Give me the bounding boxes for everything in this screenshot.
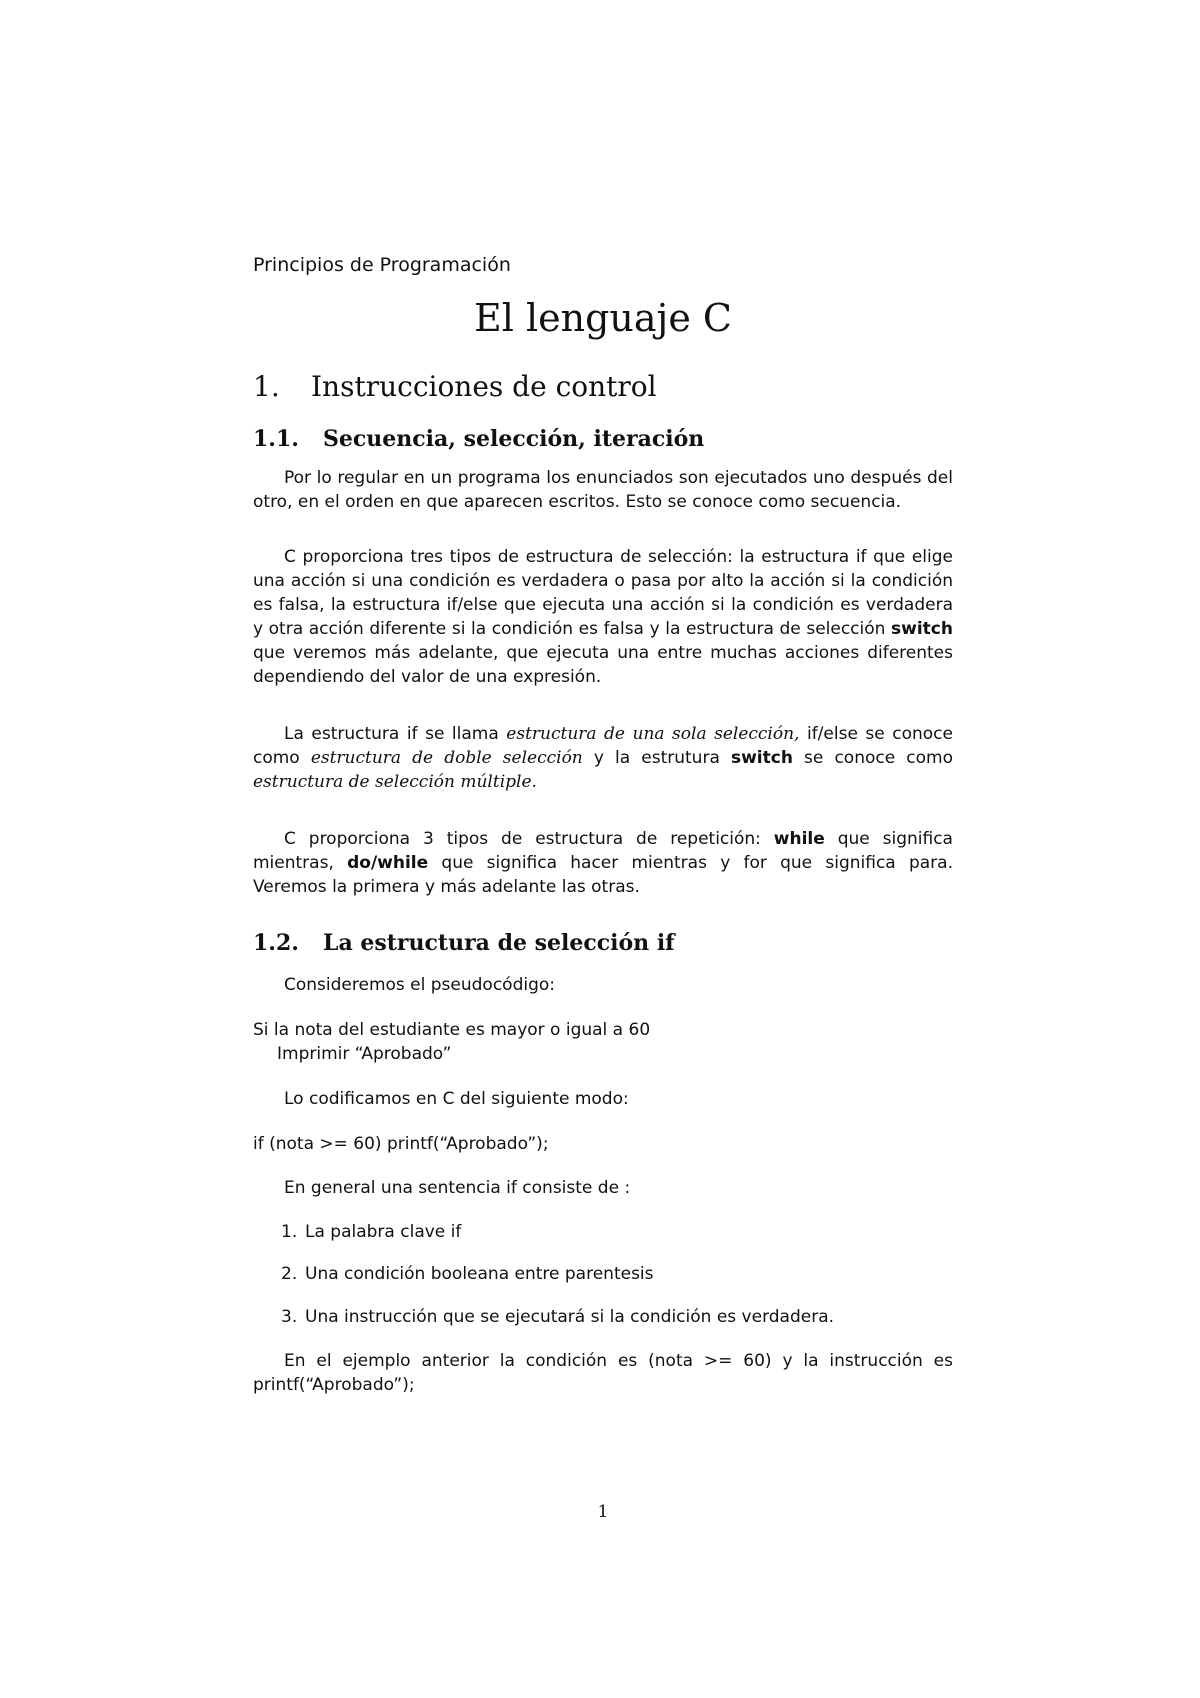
paragraph-selection xyxy=(253,545,953,689)
text-run: C proporciona 3 tipos de estructura de repetición: xyxy=(284,829,774,849)
keyword-if: if xyxy=(855,547,867,567)
subsection-1-1-heading xyxy=(253,426,704,452)
keyword-if-else: if/else xyxy=(806,724,858,744)
paragraph-example: En el ejemplo anterior la condición es (nota >= 60) y la instrucción es printf(“Aprobado”); xyxy=(253,1351,953,1395)
paragraph-sequence: Por lo regular en un programa los enunciados son ejecutados uno después del otro, en el orden en que aparecen escritos. Esto se conoce como secuencia. xyxy=(253,468,953,512)
document-title: El lenguaje C xyxy=(474,296,732,340)
subsection-title: Secuencia, selección, iteración xyxy=(323,426,705,452)
list-number: 3. xyxy=(281,1307,298,1327)
code-line: if (nota >= 60) printf(“Aprobado”); xyxy=(253,1134,549,1154)
list-item xyxy=(281,1220,461,1244)
text-run: La estructura xyxy=(284,724,407,744)
text-run: y la estrutura xyxy=(582,748,731,768)
paragraph-repetition xyxy=(253,827,953,899)
section-title: Instrucciones de control xyxy=(311,370,657,403)
paragraph-code-intro: Lo codificamos en C del siguiente modo: xyxy=(284,1089,629,1109)
list-number: 1. xyxy=(281,1222,298,1242)
list-item xyxy=(281,1305,834,1329)
subsection-number: 1.1. xyxy=(253,426,299,452)
list-number: 2. xyxy=(281,1264,298,1284)
pseudocode-line-2: Imprimir “Aprobado” xyxy=(277,1044,452,1064)
list-text: Una condición booleana entre parentesis xyxy=(305,1264,654,1284)
text-run: que significa mientras, xyxy=(253,829,953,873)
text-run xyxy=(799,724,807,744)
list-text: Una instrucción que se ejecutará si la condición es verdadera. xyxy=(305,1307,835,1327)
subsection-number: 1.2. xyxy=(253,930,299,956)
text-run: se llama xyxy=(417,724,507,744)
subsection-title: La estructura de selección if xyxy=(323,930,675,956)
text-run: que significa hacer mientras y xyxy=(428,853,744,873)
paragraph-selection-types xyxy=(253,722,953,794)
text-run: que veremos más adelante, que ejecuta una entre muchas acciones diferentes dependiendo del valor de una expresión. xyxy=(253,643,953,687)
list-item xyxy=(281,1262,654,1286)
text-run: que elige una acción si una condición es verdadera o pasa por alto la acción si la condición es falsa, la estructura xyxy=(253,547,953,615)
paragraph-pseudocode-intro: Consideremos el pseudocódigo: xyxy=(284,975,556,995)
text-run: que ejecuta una acción si la condición es verdadera y otra acción diferente si la condición es falsa y la estructura de selección xyxy=(253,595,953,639)
course-header: Principios de Programación xyxy=(253,254,511,276)
text-run: se conoce como xyxy=(253,724,953,768)
keyword-for: for xyxy=(743,853,767,873)
keyword-if: if xyxy=(406,724,418,744)
keyword-switch: switch xyxy=(730,748,793,768)
section-number: 1. xyxy=(253,370,280,403)
section-1-heading xyxy=(253,370,657,403)
paragraph-if-parts: En general una sentencia if consiste de : xyxy=(284,1178,631,1198)
keyword-switch: switch xyxy=(891,619,953,639)
term-double-selection: estructura de doble selección xyxy=(310,748,583,768)
keyword-do-while: do/while xyxy=(347,853,429,873)
list-text: La palabra clave if xyxy=(305,1222,462,1242)
keyword-if-else: if/else xyxy=(446,595,498,615)
page-number: 1 xyxy=(597,1502,609,1522)
subsection-1-2-heading xyxy=(253,930,675,956)
text-run: que significa para. Veremos la primera y más adelante las otras. xyxy=(253,853,953,897)
term-single-selection: estructura de una sola selección, xyxy=(506,724,800,744)
keyword-while: while xyxy=(773,829,825,849)
term-multiple-selection: estructura de selección múltiple. xyxy=(253,772,537,792)
text-run: se conoce como xyxy=(792,748,953,768)
text-run: C proporciona tres tipos de estructura de selección: la estructura xyxy=(284,547,856,567)
pseudocode-line-1: Si la nota del estudiante es mayor o igual a 60 xyxy=(253,1020,651,1040)
